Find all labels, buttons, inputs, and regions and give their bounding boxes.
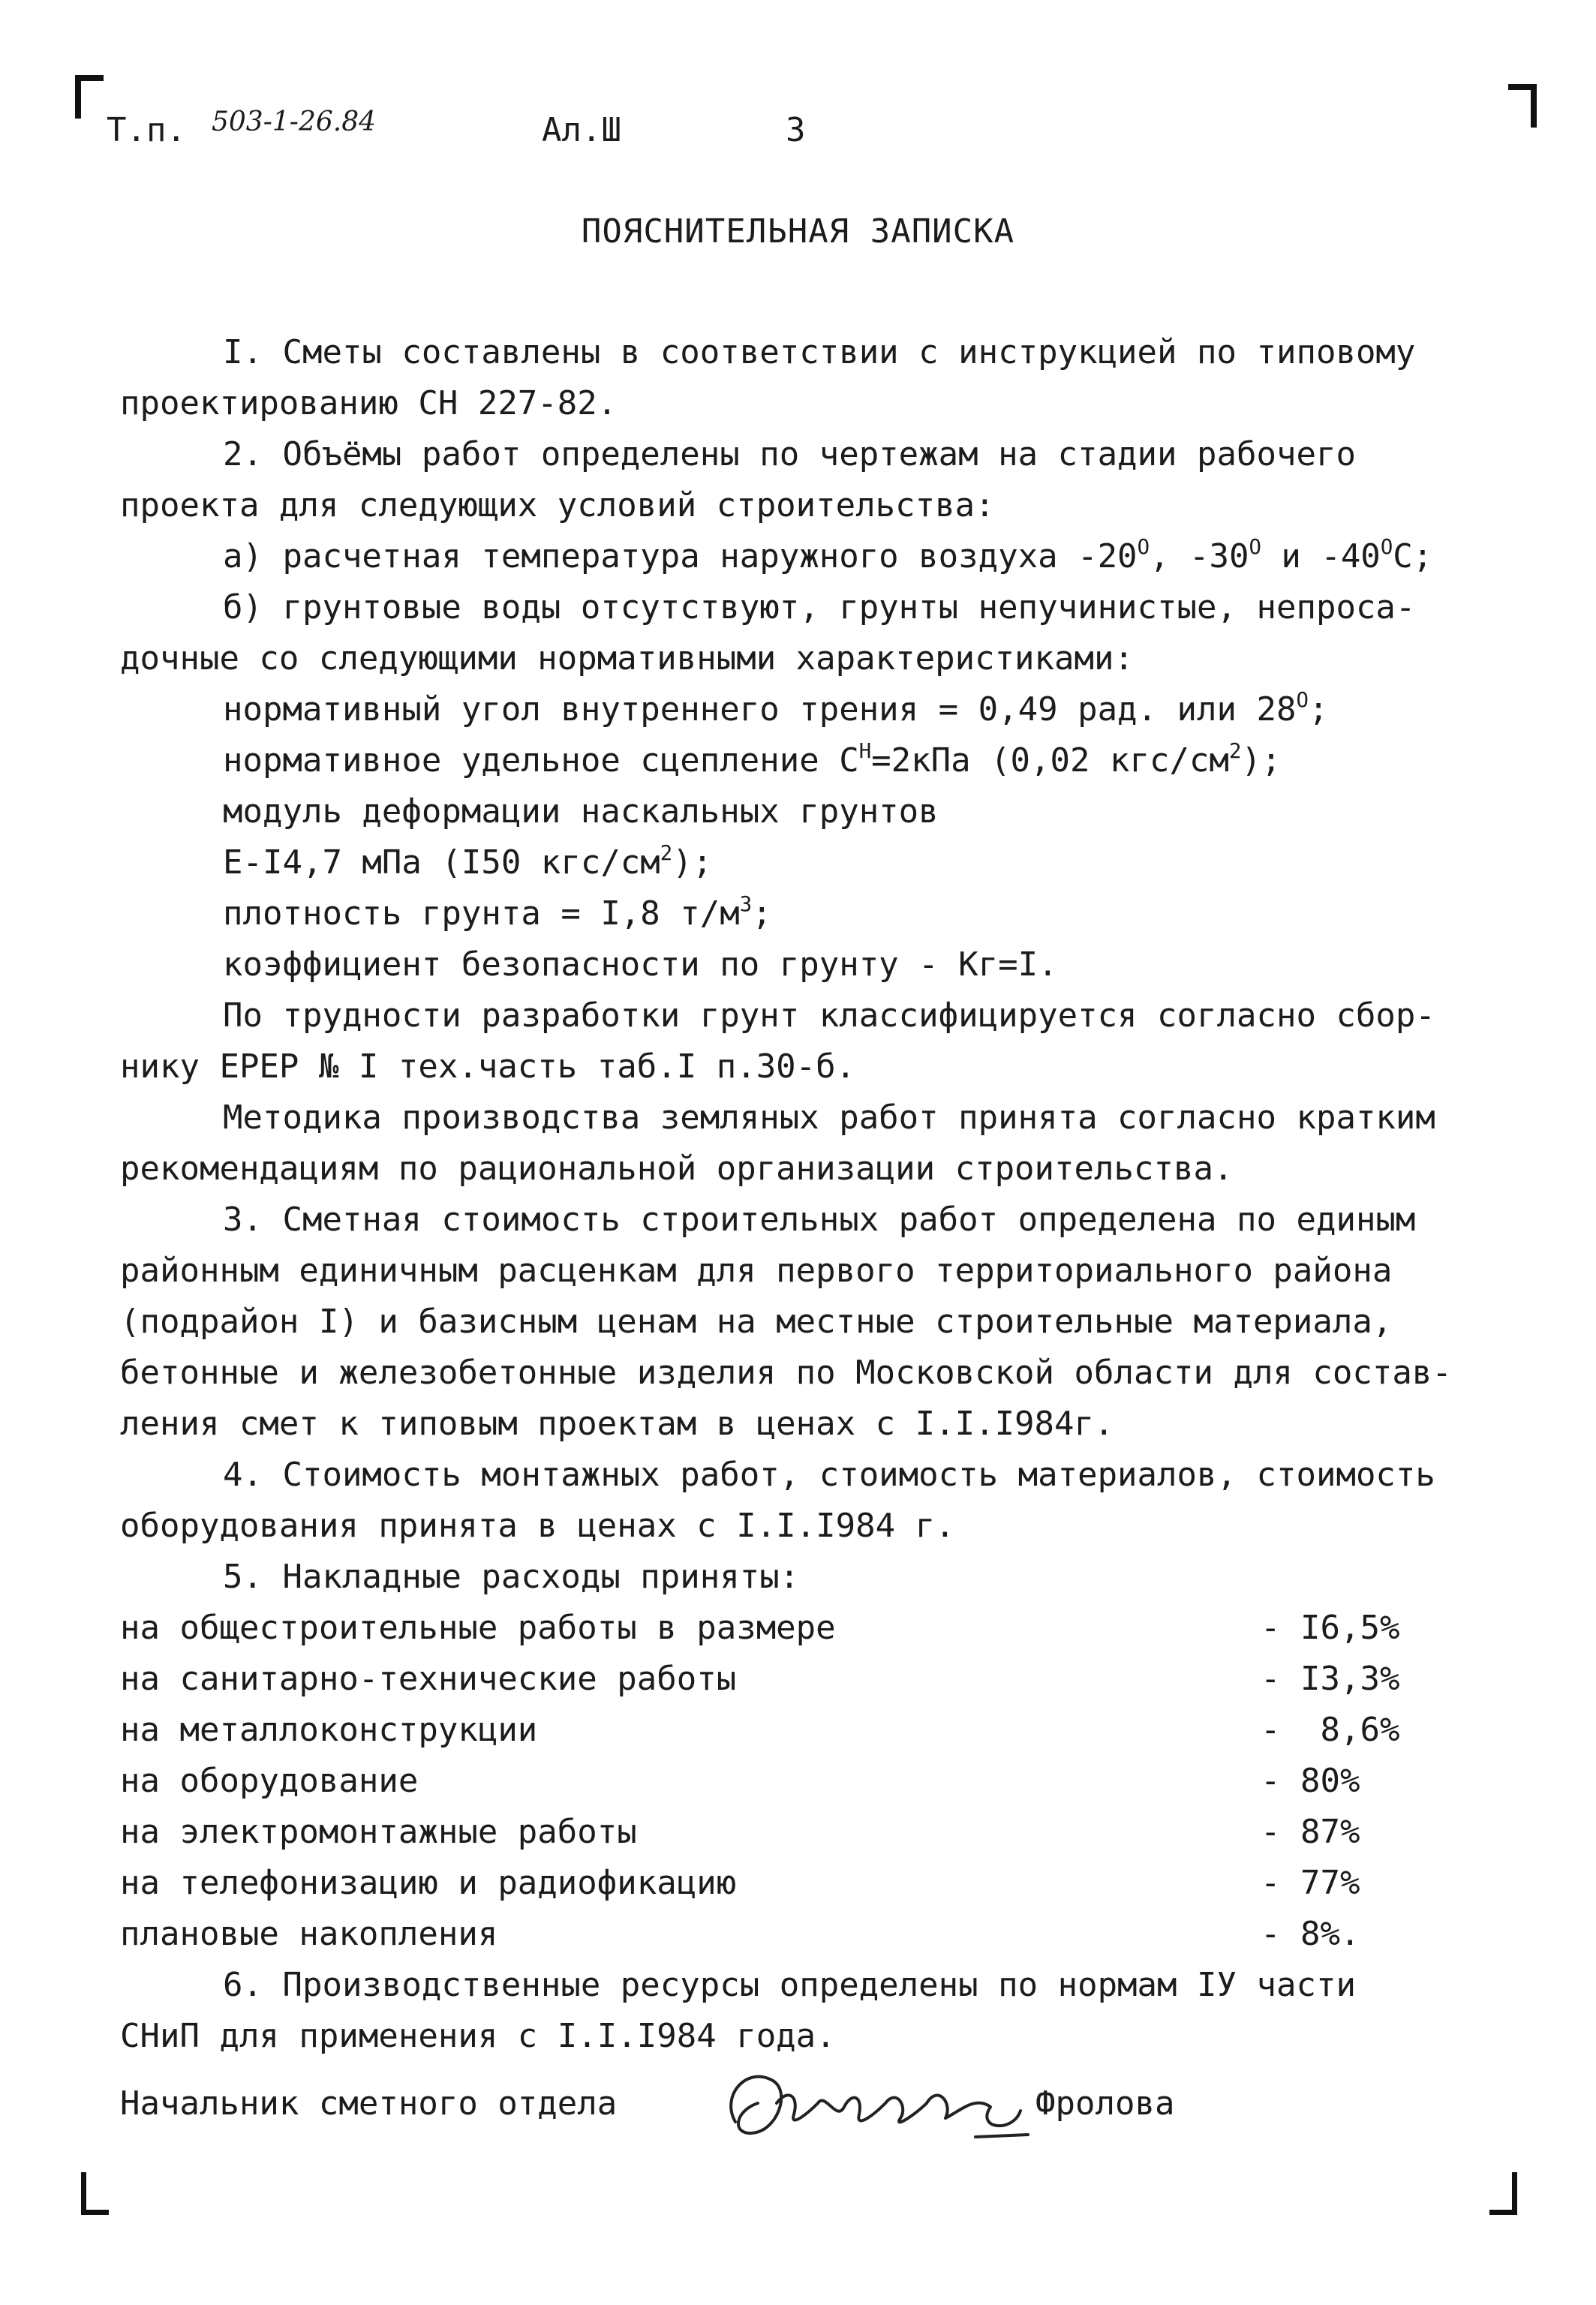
p5-intro: 5. Накладные расходы приняты: <box>223 1558 800 1596</box>
p1-line-2: проектированию СН 227-82. <box>120 384 618 422</box>
album-number: Ал.Ш <box>542 111 621 149</box>
cohesion-sup: Н <box>858 739 872 763</box>
overhead-value: - 80% <box>1261 1762 1360 1800</box>
p2-temp-mid2: и -40 <box>1261 537 1381 575</box>
corner-mark-bottom-right <box>1489 2172 1517 2215</box>
overhead-value: - 87% <box>1261 1813 1360 1851</box>
page-number: 3 <box>786 111 806 149</box>
p2-cohesion-line <box>223 739 1282 780</box>
p3-line-3: (подрайон I) и базисным ценам на местные строительные материала, <box>120 1303 1393 1341</box>
p2-d-line-2: нику ЕРЕР № I тех.часть таб.I п.30-б. <box>120 1047 856 1086</box>
p2-modulus-post: ); <box>672 843 713 882</box>
p2-e-line-1: Методика производства земляных работ принята согласно кратким <box>223 1098 1435 1137</box>
p4-line-2: оборудования принята в ценах с I.I.I984 г. <box>120 1507 955 1545</box>
p2-line-1: 2. Объёмы работ определены по чертежам на стадии рабочего <box>223 435 1356 473</box>
p2-density-pre: плотность грунта = I,8 т/м <box>223 894 740 933</box>
overhead-label: плановые накопления <box>120 1915 498 1953</box>
overhead-value: - I6,5% <box>1261 1609 1400 1647</box>
p3-line-1: 3. Сметная стоимость строительных работ определена по единым <box>223 1201 1416 1239</box>
square-sup: 2 <box>1228 739 1242 763</box>
corner-mark-top-left <box>75 75 104 119</box>
p6-line-1: 6. Производственные ресурсы определены по нормам IУ части <box>223 1966 1356 2004</box>
degree-sup: O <box>1296 688 1309 712</box>
p2-safety-line: коэффициент безопасности по грунту - Кг=I. <box>223 945 1058 984</box>
p2-modulus-pre: Е-I4,7 мПа (I50 кгс/см <box>223 843 660 882</box>
p2-density-line <box>223 892 772 933</box>
overhead-value: - I3,3% <box>1261 1660 1400 1698</box>
overhead-label: на электромонтажные работы <box>120 1813 637 1851</box>
p2-friction-pre: нормативный угол внутреннего трения = 0,49 рад. или 28 <box>223 690 1297 729</box>
p3-line-5: ления смет к типовым проектам в ценах с I.I.I984г. <box>120 1405 1114 1443</box>
p2-cohesion-post: ); <box>1241 741 1282 780</box>
p2-modulus-line <box>223 841 713 882</box>
cube-sup: 3 <box>739 892 753 916</box>
corner-mark-bottom-left <box>81 2172 109 2215</box>
signatory-name: Фролова <box>1035 2084 1175 2123</box>
p3-line-4: бетонные и железобетонные изделия по Московской области для состав- <box>120 1354 1452 1392</box>
square-sup: 2 <box>660 841 673 865</box>
p1-line-1: I. Сметы составлены в соответствии с инструкцией по типовому <box>223 333 1416 371</box>
p2-temperature-line <box>223 535 1433 575</box>
p2-friction-post: ; <box>1308 690 1329 729</box>
page-title: ПОЯСНИТЕЛЬНАЯ ЗАПИСКА <box>581 212 1015 251</box>
degree-sup: O <box>1137 535 1150 559</box>
p2-temp-pre: а) расчетная температура наружного воздуха -20 <box>223 537 1138 575</box>
p2-deformation-line: модуль деформации наскальных грунтов <box>223 792 939 831</box>
overhead-label: на металлоконструкции <box>120 1711 538 1749</box>
p2-temp-post: C; <box>1393 537 1433 575</box>
degree-sup: O <box>1380 535 1393 559</box>
p2-cohesion-mid: =2кПа (0,02 кгс/см <box>871 741 1229 780</box>
p2-d-line-1: По трудности разработки грунт классифицируется согласно сбор- <box>223 996 1435 1035</box>
p6-line-2: СНиП для применения с I.I.I984 года. <box>120 2017 836 2055</box>
degree-sup: O <box>1249 535 1261 559</box>
overhead-label: на общестроительные работы в размере <box>120 1609 836 1647</box>
overhead-value: - 77% <box>1261 1864 1360 1902</box>
p2-e-line-2: рекомендациям по рациональной организации строительства. <box>120 1149 1234 1188</box>
p2-friction-line <box>223 688 1329 729</box>
overhead-value: - 8%. <box>1261 1915 1360 1953</box>
p3-line-2: районным единичным расценкам для первого территориального района <box>120 1252 1393 1290</box>
overhead-label: на санитарно-технические работы <box>120 1660 737 1698</box>
p2-density-post: ; <box>752 894 772 933</box>
p2-cohesion-pre: нормативное удельное сцепление С <box>223 741 859 780</box>
overhead-value: - 8,6% <box>1261 1711 1400 1749</box>
corner-mark-top-right <box>1508 84 1537 128</box>
overhead-label: на оборудование <box>120 1762 419 1800</box>
doc-series: Т.п. <box>107 111 186 149</box>
overhead-label: на телефонизацию и радиофикацию <box>120 1864 737 1902</box>
doc-code: 503-1-26.84 <box>212 107 377 137</box>
p2-line-2: проекта для следующих условий строительства: <box>120 486 995 524</box>
p2-b-line-1: б) грунтовые воды отсутствуют, грунты непучинистые, непроса- <box>223 588 1416 627</box>
p4-line-1: 4. Стоимость монтажных работ, стоимость материалов, стоимость <box>223 1456 1435 1494</box>
signatory-position: Начальник сметного отдела <box>120 2084 618 2123</box>
p2-b-line-2: дочные со следующими нормативными характеристиками: <box>120 639 1135 678</box>
p2-temp-mid1: , -30 <box>1149 537 1249 575</box>
